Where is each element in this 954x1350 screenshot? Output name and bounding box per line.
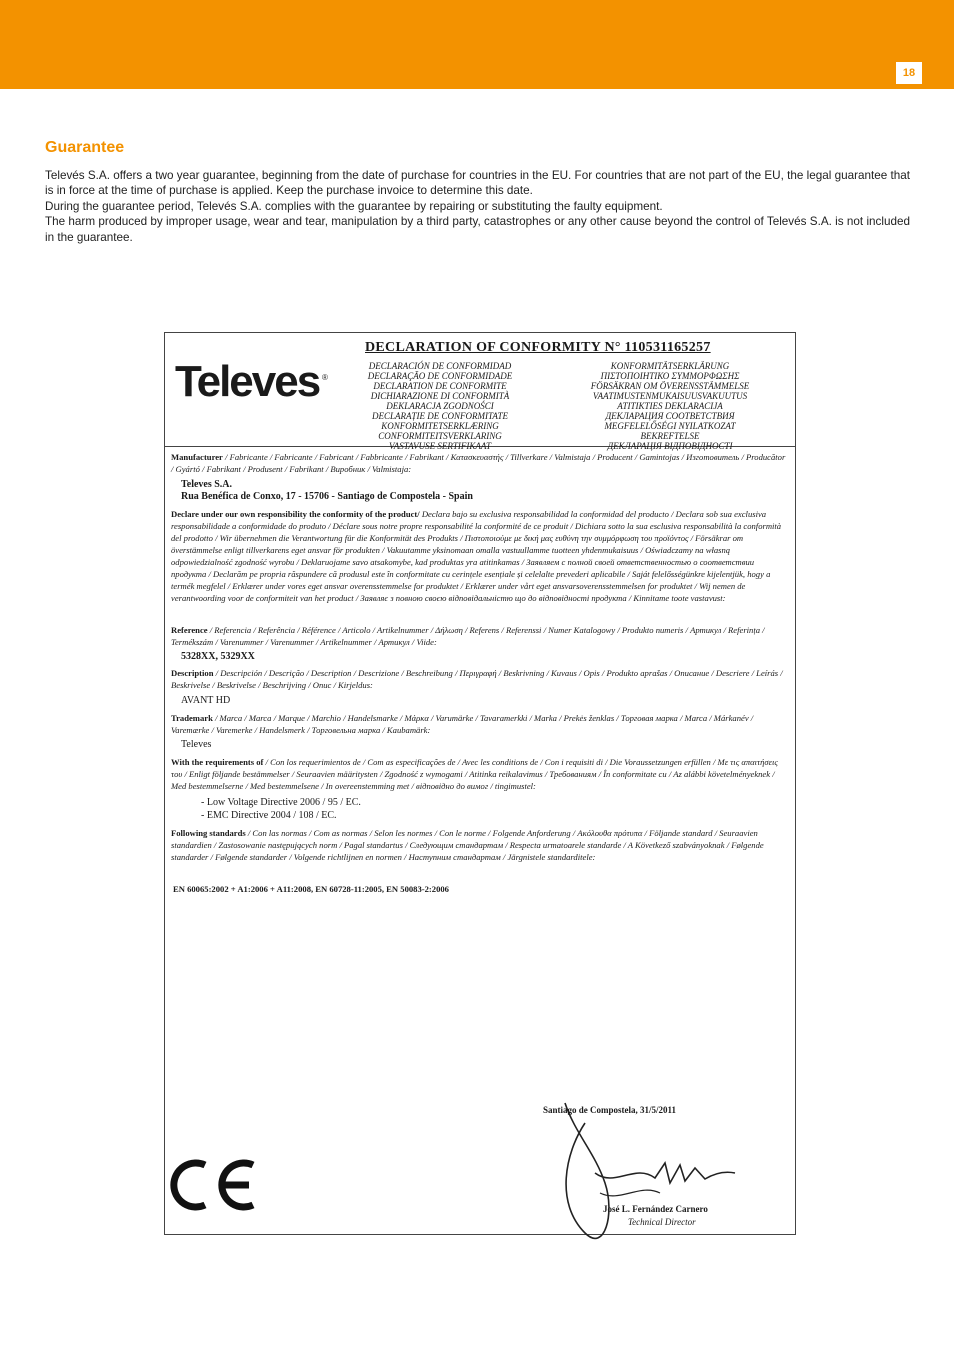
manufacturer-company: Televes S.A. <box>181 479 233 490</box>
declare-label: Declare under our own responsibility the conformity of the product/ <box>171 509 420 519</box>
trademark-section <box>171 712 786 736</box>
title-translation: VAATIMUSTENMUKAISUUSVAKUUTUS <box>592 391 748 401</box>
title-translation: DEKLARACJA ZGODNOŚCI <box>386 401 494 411</box>
description-value: AVANT HD <box>181 695 231 706</box>
trademark-value: Televes <box>181 739 212 750</box>
declaration-title: DECLARATION OF CONFORMITY N° 110531165257 <box>365 340 711 355</box>
trademark-label: Trademark <box>171 713 213 723</box>
signature-place-date: Santiago de Compostela, 31/5/2011 <box>543 1105 677 1115</box>
title-translation: BEKREFTELSE <box>640 431 700 441</box>
signatory-role: Technical Director <box>628 1217 696 1227</box>
requirements-label: With the requirements of <box>171 757 264 767</box>
title-translation: FÖRSÄKRAN OM ÖVERENSSTÄMMELSE <box>590 381 750 391</box>
title-translation: KONFORMITÄTSERKLÄRUNG <box>610 361 730 371</box>
title-translation: DECLARAÇÃO DE CONFORMIDADE <box>367 371 513 381</box>
standards-section <box>171 827 786 863</box>
description-translations: / Descripción / Descrição / Description / Descrizione / Beschreibung / Περιγραφή / Beskrivning / Kuvaus / Opis / Produkto aprašas / Описание / Descriere / Leírás / Beskrivelse / Beskrivelse / Beschrijving / Опис / Kirjeldus: <box>171 668 783 690</box>
description-section <box>171 667 786 691</box>
declaration-header <box>165 333 795 451</box>
title-translations-right <box>570 361 770 451</box>
requirements-translations: / Con los requerimientos de / Com as especificações de / Avec les conditions de / Con i requisiti di / Die Voraussetzungen erfüllen / Με τις απαιτήσεις του / Enligt följande bestämmelser / Seuraavien määritysten / Zgodność z wymogami / Atitinka reikalavimus / Требованиям / În conformitate cu / Az alábbi követelményeknek / Med bestemmelserne / Med bestemmelsene / In overeenstemming met / відповідно до вимог / tingimustel: <box>171 757 778 791</box>
reference-value: 5328XX, 5329XX <box>181 651 255 662</box>
trademark-translations: / Marca / Marca / Marque / Marchio / Handelsmarke / Μάρκα / Varumärke / Tavaramerkki / Marka / Prekės ženklas / Торговая марка / Marca / Márkanév / Varemærke / Varemerke / Handelsmerk / Торговельна марка / Kaubamärk: <box>171 713 754 735</box>
signature-image <box>545 1093 745 1253</box>
standards-value: EN 60065:2002 + A1:2006 + A11:2008, EN 60728-11:2005, EN 50083-2:2006 <box>173 884 449 894</box>
title-translation: DECLARATION DE CONFORMITE <box>373 381 507 391</box>
title-translation: DECLARACIÓN DE CONFORMIDAD <box>368 361 512 371</box>
header-band <box>0 0 954 89</box>
title-translation: ATITIKTIES DEKLARACIJA <box>617 401 723 411</box>
title-translation: VASTAVUSE SERTIFIKAAT <box>388 441 492 451</box>
guarantee-paragraph: The harm produced by improper usage, wear and tear, manipulation by a third party, catastrophes or any other cause beyond the control of Televés S.A. is not included in the guarantee. <box>45 215 910 244</box>
requirements-section <box>171 756 786 792</box>
reference-section <box>171 624 786 648</box>
declare-section <box>171 508 786 604</box>
guarantee-title: Guarantee <box>45 139 125 156</box>
declare-translations: Declara bajo su exclusiva responsabilidad la conformidad del producto / Declara sob sua exclusiva responsabilidade a conformidade do produto / Déclare sous notre propre responsabilité la conformité de ce produit / Dichiara sotto la sua esclusiva responsabilità la conformità del prodotto / Wir übernehmen die Verantwortung für die Konformität des Produkts / Πιστοποιούμε με δική μας ευθύνη την συμμόρφωση του προϊόντος / Försäkrar om överstämmelse enligt tillverkarens eget ansvar för produkten / Vakuutamme yksinomaan omalla vastuullamme tuotteen yhdenmukaisuus / Oświadczamy na własną odpowiedzialność zgodność wyrobu / Deklaruojame savo atsakomybe, kad produktas yra atitinkamas / Заявляем с полной своей ответственностью о соответствии продукта / Declarăm pe propria răspundere că produsul este în conformitate cu cerințele esențiale și celelalte prevederi aplicabile / Saját felelősségünkre kijelentjük, hogy a termék megfelel / Erklærer under vores eget ansvar overensstemmelse for produktet / Erklærer under vårt eget ansvarsoverensstemmelsen for produktet / Wij nemen de verantwoording voor de conformiteit van het product / Заявляє з повною своєю відповідальністю що до відповідності продукта / Kinnitame toote vastavust: <box>171 509 782 603</box>
reference-translations: / Referencia / Referência / Référence / Articolo / Artikelnummer / Δήλωση / Referens / Referenssi / Numer Katalogowy / Produkto numeris / Артикул / Referința / Termékszám / Varenummer / Varenummer / Artikelnummer / Артикул / Viide: <box>171 625 765 647</box>
registered-mark: ® <box>322 373 328 382</box>
declaration-of-conformity <box>164 332 796 1235</box>
manufacturer-translations: / Fabricante / Fabricante / Fabricant / Fabbricante / Fabrikant / Κατασκευαστής / Tillverkare / Valmistaja / Producent / Gamintojas / Изготовитель / Producător / Gyártó / Fabrikant / Produsent / Fabrikant / Виробник / Valmistaja: <box>171 452 786 474</box>
standards-translations: / Con las normas / Com as normas / Selon les normes / Con le norme / Folgende Anforderung / Ακόλουθα πρότυπα / Följande standard / Seuraavien standardien / Zastosowanie następujących norm / Pagal standartus / Следующим стандартам / Respecta urmatoarele standarde / A Következő szabványoknak / Følgende standarder / Følgende standarder / Volgende richtlijnen en normen / Наступним стандартам / Järgnistele standarditele: <box>171 828 764 862</box>
title-translation: DICHIARAZIONE DI CONFORMITÀ <box>370 391 510 401</box>
standards-label: Following standards <box>171 828 246 838</box>
title-translation: MEGFELELŐSÉGI NYILATKOZAT <box>604 421 736 431</box>
title-translation: ДЕКЛАРАЦІЯ ВІДПОВІДНОСТІ <box>607 441 733 451</box>
televes-logo: Televes <box>175 357 320 406</box>
manufacturer-label: Manufacturer <box>171 452 223 462</box>
manufacturer-address: Rua Benéfica de Conxo, 17 - 15706 - Santiago de Compostela - Spain <box>181 491 473 502</box>
title-translation: KONFORMITETSERKLÆRING <box>381 421 499 431</box>
guarantee-paragraph: During the guarantee period, Televés S.A. complies with the guarantee by repairing or substituting the faulty equipment. <box>45 199 663 213</box>
title-translation: ДЕКЛАРАЦИЯ СООТВЕТСТВИЯ <box>605 411 735 421</box>
title-translation: CONFORMITEITSVERKLARING <box>378 431 502 441</box>
signatory-name: José L. Fernández Carnero <box>603 1204 708 1214</box>
ce-mark-icon <box>167 1159 267 1211</box>
reference-label: Reference <box>171 625 208 635</box>
directive-item: - Low Voltage Directive 2006 / 95 / EC. <box>201 797 361 808</box>
directive-item: - EMC Directive 2004 / 108 / EC. <box>201 810 337 821</box>
manufacturer-section <box>171 451 786 475</box>
guarantee-paragraph: Televés S.A. offers a two year guarantee, beginning from the date of purchase for countries in the EU. For countries that are not part of the EU, the legal guarantee that is in force at the time of purchase is applied. Keep the purchase invoice to determine this date. <box>45 169 910 198</box>
page-number: 18 <box>896 62 922 84</box>
guarantee-body <box>45 168 910 245</box>
description-label: Description <box>171 668 214 678</box>
title-translation: DECLARAȚIE DE CONFORMITATE <box>372 411 508 421</box>
title-translation: ΠΙΣΤΟΠΟΙΗΤΙΚΟ ΣΥΜΜΟΡΦΩΣΗΣ <box>600 371 740 381</box>
title-translations-left <box>355 361 525 451</box>
